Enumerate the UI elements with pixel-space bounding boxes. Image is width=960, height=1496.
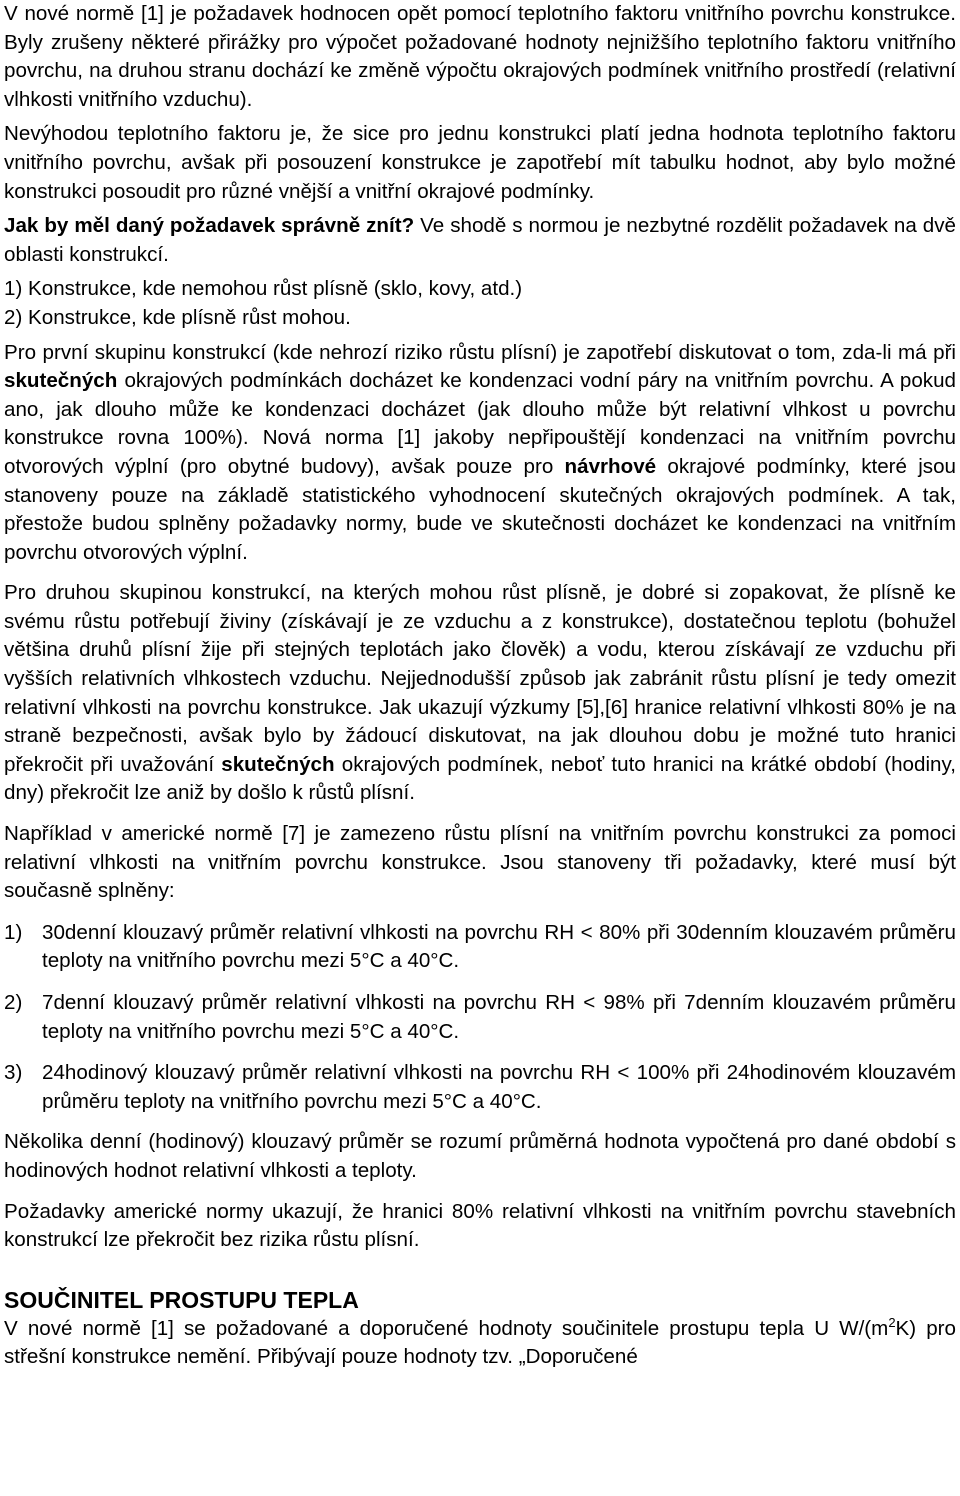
requirement-item (4, 919, 956, 976)
requirement-item (4, 1059, 956, 1116)
bold-span: návrhové (564, 454, 657, 478)
text-span: K) pro střešní konstrukce nemění. Přibývají pouze hodnoty tzv. „Doporučené (4, 1316, 956, 1369)
paragraph-question (4, 212, 956, 269)
paragraph-first-group (4, 339, 956, 568)
group-item-1: 1) Konstrukce, kde nemohou růst plísně (sklo, kovy, atd.) (4, 277, 523, 301)
paragraph-second-group (4, 579, 956, 808)
superscript: 2 (888, 1314, 896, 1330)
paragraph-american-standard: Například v americké normě [7] je zamezeno růstu plísní na vnitřním povrchu konstrukci za pomoci relativní vlhkosti na vnitřním povrchu konstrukce. Jsou stanoveny tři požadavky, které musí být současně splněny: (4, 822, 956, 903)
question-bold: Jak by měl daný požadavek správně znít? (4, 214, 415, 238)
paragraph-temperature-factor: V nové normě [1] je požadavek hodnocen opět pomocí teplotního faktoru vnitřního povrchu konstrukce. Byly zrušeny některé přirážky pro výpočet požadované hodnoty nejnižšího teplotního faktoru vnitřního povrchu, na druhou stranu dochází ke změně výpočtu okrajových podmínek vnitřního prostředí (relativní vlhkosti vnitřního vzduchu). (4, 2, 956, 111)
text-span: okrajových podmínkách docházet ke kondenzaci vodní páry na vnitřním povrchu. A pokud ano, jak dlouho může ke kondenzaci docházet (jak dlouho může být relativní vlhkost u povrchu konstrukce rovna 100%). Nová norma [1] jakoby nepřipouštějí kondenzaci na vnitřním povrchu otvorových výplní (pro obytné budovy), avšak pouze pro (4, 369, 956, 478)
paragraph-american-conclusion: Požadavky americké normy ukazují, že hranici 80% relativní vlhkosti na vnitřním povrchu stavebních konstrukcí lze překročit bez rizika růstu plísní. (4, 1199, 956, 1252)
requirement-text: 30denní klouzavý průměr relativní vlhkosti na povrchu RH < 80% při 30denním klouzavém průměru teploty na vnitřního povrchu mezi 5°C a 40°C. (42, 920, 956, 973)
text-span: Pro první skupinu konstrukcí (kde nehrozí riziko růstu plísní) je zapotřebí diskutovat o tom, zda-li má při (4, 340, 956, 364)
paragraph-moving-average: Několika denní (hodinový) klouzavý průměr se rozumí průměrná hodnota vypočtená pro dané období s hodinových hodnot relativní vlhkosti a teploty. (4, 1130, 956, 1182)
requirement-number: 1) (4, 920, 23, 944)
group-item-2: 2) Konstrukce, kde plísně růst mohou. (4, 305, 351, 329)
requirement-text: 7denní klouzavý průměr relativní vlhkosti na povrchu RH < 98% při 7denním klouzavém průměru teploty na vnitřního povrchu mezi 5°C a 40°C. (42, 991, 956, 1043)
bold-span: skutečných (4, 369, 118, 393)
text-span: Pro druhou skupinou konstrukcí, na kterých mohou růst plísně, je dobré si zopakovat, že plísně ke svému růstu potřebují živiny (získávají je ze vzduchu a z konstrukce), dostatečnou teplotu (bohužel většina druhů plísní žije při stejných teplotách jako člověk) a vodu, kterou získávají ze vzduchu při vyšších relativních vlhkostech vzduchu. Nejjednodušší způsob jak zabránit růstu plísní je tedy omezit relativní vlhkosti na povrchu konstrukce. Jak ukazují výzkumy [5],[6] hranice relativní vlhkosti 80% je na straně bezpečnosti, avšak bylo by žádoucí diskutovat, na jak dlouhou dobu je možné tuto hranici překročit při uvažování (4, 581, 956, 776)
requirement-number: 2) (4, 991, 23, 1014)
paragraph-u-value (4, 1315, 956, 1372)
text-span: V nové normě [1] se požadované a doporučené hodnoty součinitele prostupu tepla U W/(m (4, 1316, 889, 1340)
section-heading: SOUČINITEL PROSTUPU TEPLA (4, 1286, 359, 1313)
requirement-item (4, 989, 956, 1046)
text-span: okrajových podmínek, neboť tuto hranici na krátké období (hodiny, dny) překročit lze aniž by došlo k růstů plísní. (4, 752, 956, 805)
requirement-number: 3) (4, 1061, 23, 1085)
text-span: okrajové podmínky, které jsou stanoveny pouze na základě statistického vyhodnocení skutečných okrajových podmínek. A tak, přestože budou splněny požadavky normy, bude ve skutečnosti docházet ke kondenzaci na vnitřním povrchu otvorových výplní. (4, 454, 957, 564)
requirement-text: 24hodinový klouzavý průměr relativní vlhkosti na povrchu RH < 100% při 24hodinovém klouzavém průměru teploty na vnitřního povrchu mezi 5°C a 40°C. (42, 1061, 956, 1113)
bold-span: skutečných (221, 752, 335, 776)
paragraph-disadvantage: Nevýhodou teplotního faktoru je, že sice pro jednu konstrukci platí jedna hodnota teplotního faktoru vnitřního povrchu, avšak při posouzení konstrukce je zapotřebí mít tabulku hodnot, aby bylo možné konstrukci posoudit pro různé vnější a vnitřní okrajové podmínky. (4, 122, 956, 203)
question-rest: Ve shodě s normou je nezbytné rozdělit požadavek na dvě oblasti konstrukcí. (4, 214, 956, 266)
